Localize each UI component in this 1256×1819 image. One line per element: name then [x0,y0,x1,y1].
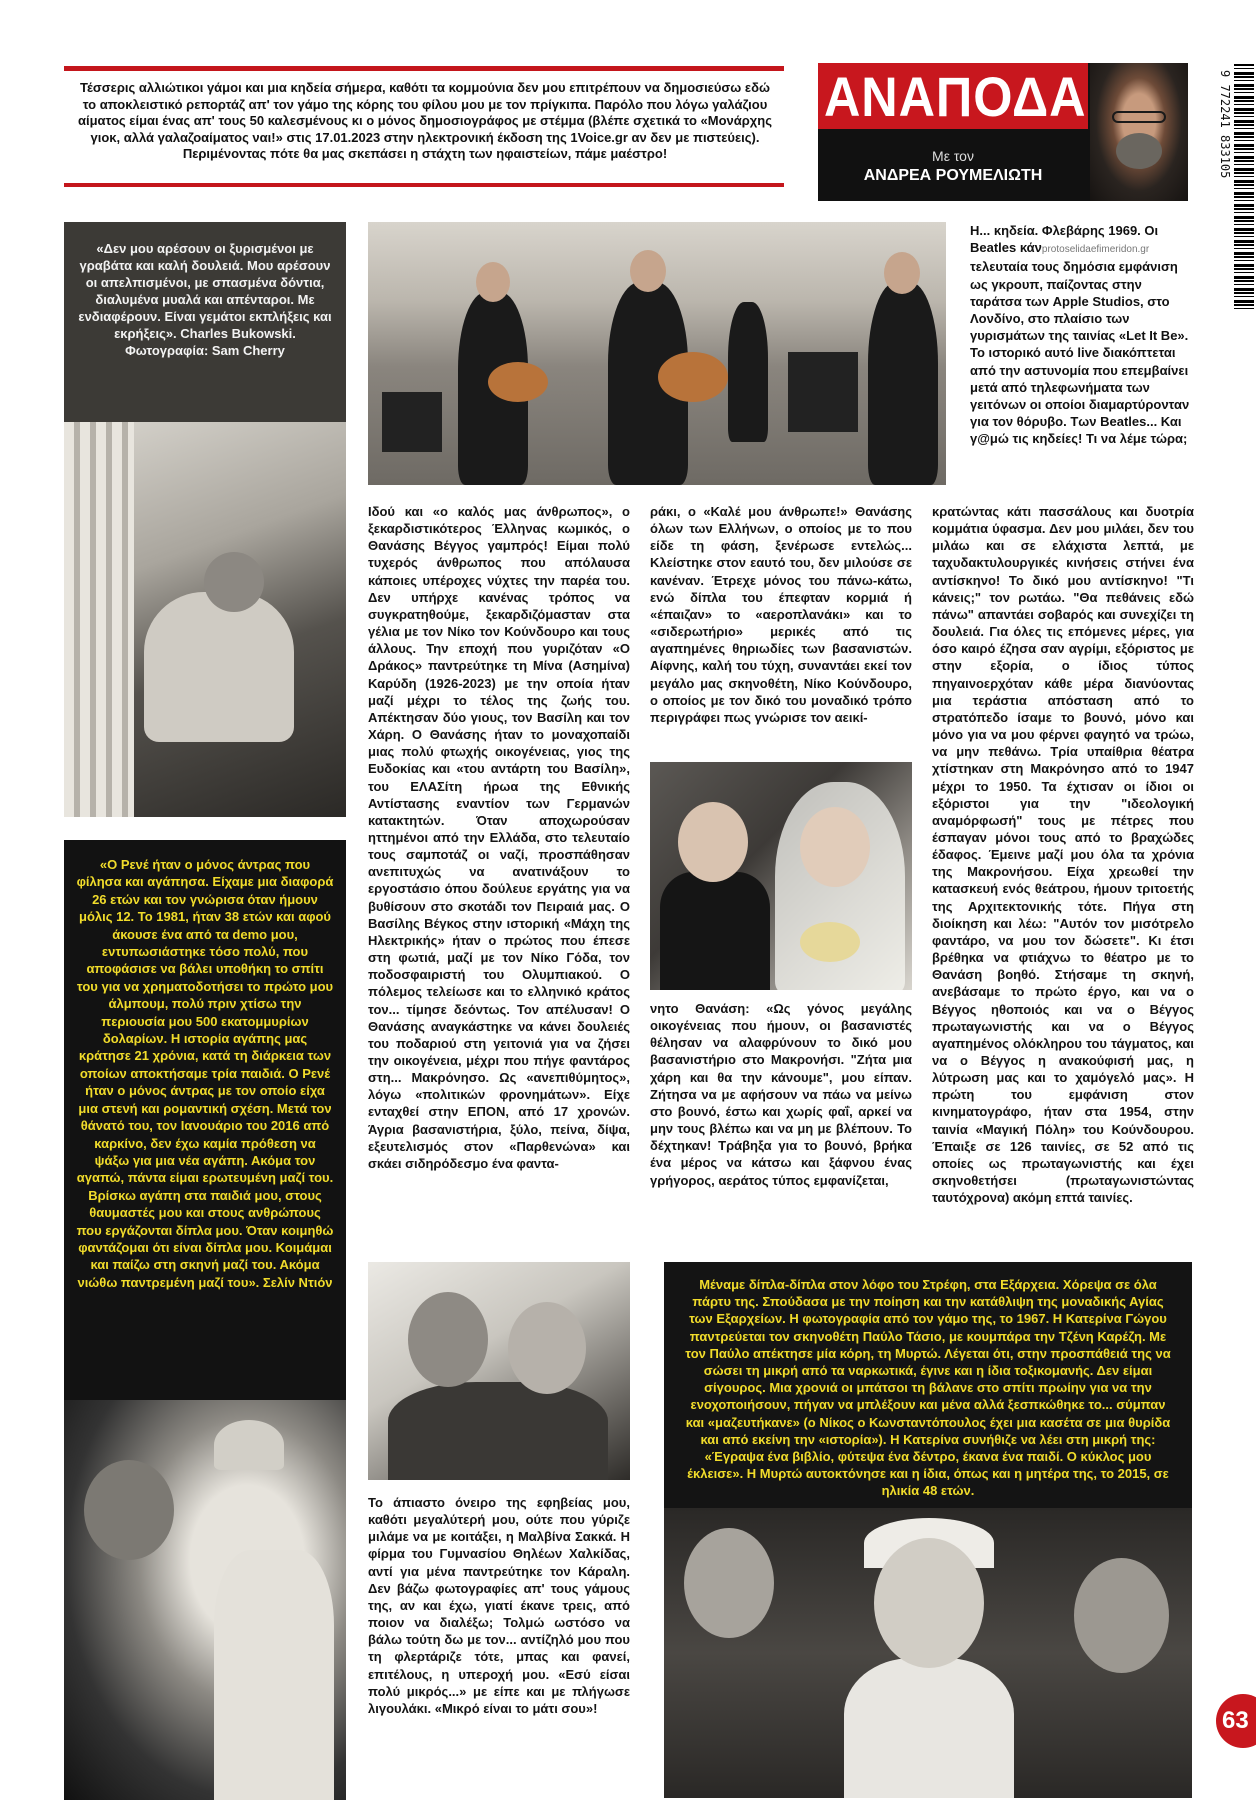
celine-quote: «Ο Ρενέ ήταν ο μόνος άντρας που φίλησα και αγάπησα. Είχαμε μια διαφορά 26 ετών και τον γνώρισα όταν ήμουν μόλις 12. Το 1981, ήταν 38 ετών και αφού άκουσε ένα από τα demo μου, εντυπωσιάστηκε τόσο πολύ, που αποφάσισε να βάλει υποθήκη το σπίτι του για να χρηματοδοτήσει το πρώτο μου άλμπουμ, πολύ πριν χτίσω την περιουσία μου 500 εκατομμυρίων δολαρίων. Η ιστορία αγάπης μας κράτησε 21 χρόνια, κατά τη διάρκεια των οποίων αποκτήσαμε τρία παιδιά. Ο Ρενέ ήταν ο μόνος άντρας με τον οποίο είχα μια στενή και ρομαντική σχέση. Μετά τον θάνατό του, τον Ιανουάριο του 2016 από καρκίνο, δεν έχω καμία πρόθεση να ψάξω για μια νέα αγάπη. Ακόμα τον αγαπώ, πάντα είμαι ερωτευμένη μαζί του. Βρίσκω αγάπη στα παιδιά μου, στους θαυμαστές μου και στους ανθρώπους που εργάζονται δίπλα μου. Όταν κοιμηθώ φαντάζομαι ότι είναι δίπλα μου. Κοιμάμαι και παίζω στη σκηνή μαζί του. Ακόμα νιώθω παντρεμένη μαζί του». Σελίν Ντιόν [76,857,334,1290]
article-column-2-bottom: νητο Θανάση: «Ως γόνος μεγάλης οικογένειας που ήμουν, οι βασανιστές θέλησαν να αλαφρύνουν το δικό μου βασανιστήριο στο Μακρονήσι. "Ζήτα μια χάρη και θα την κάνουμε", μου είπαν. Ζήτησα να με αφήσουν να πάω να μείνω στο βουνό, έστω και χωρίς φαΐ, αρκεί να μην τους βλέπω και να μη με βλέπουν. Το δέχτηκαν! Τράβηξα για το βουνό, βρήκα ένα μέρος να κάτσω και ξάφνου ένας γρήγορος, αεράτος τύπος εμφανίζεται, [650,1001,912,1188]
photo-groom [84,1460,174,1560]
photo-bouquet [800,922,860,962]
bukowski-quote-box [64,222,346,817]
portrait-glasses [1112,111,1166,123]
intro-paragraph: Τέσσερις αλλιώτικοι γάμοι και μια κηδεία σήμερα, καθότι τα κομμούνια δεν μου επιτρέπουν να δημοσιεύσω εδώ το αποκλειστικό ρεπορτάζ απ' τον γάμο της κόρης του φίλου μου με τον πρίγκιπα. Παρόλο που λόγω γαλάζιου αίματος είμαι ένας απ' τους 50 καλεσμένους κι ο μόνος δημοσιογράφος με στέμμα (βλέπε σχετικά το «Μονάρχης γιοκ, αλλά γαλαζοαίματος ναι!» στις 17.01.2023 στην ηλεκτρονική έκδοση της 1Voice.gr αν δεν με πιστεύεις). Περιμένοντας πότε θα μας σκεπάσει η στάχτη των ηφαιστείων, πάμε μαέστρο! [77,80,772,162]
photo-figure [868,282,938,485]
photo-head [204,552,264,612]
beatles-caption [970,222,1192,490]
bukowski-photo [64,422,346,817]
malvina-text: Το άπιαστο όνειρο της εφηβείας μου, καθότι μεγαλύτερή μου, ούτε που γύριζε μιλάμε να με κοιτάξει, η Μαλβίνα Σακκά. Η φίρμα του Γυμνασίου Θηλέων Χαλκίδας, αντί για μένα παντρεύτηκε τον Κάραλη. Δεν βάζω φωτογραφίες απ' τους γάμους της, αν και έχω, γιατί έκανε τρεις, από ποιον να διαλέξω; Τολμώ ωστόσο να βάλω τούτη δω με τον... αντίζηλό μου που τη φλερτάριζε τότε, μπας και φανεί, επιτέλους, η υπεροχή μου. «Εσύ είσαι πολύ μικρός...» με είπε και με πλήγωσε λιγουλάκι. «Μικρό είναι το μάτι σου»! [368,1495,630,1716]
article-column-2-top: ράκι, ο «Καλέ μου άνθρωπε!» Θανάσης όλων των Ελλήνων, ο οποίος με το που είδε τη φάση, ξενέρωσε εντελώς... Κλείστηκε στον εαυτό του, δεν μιλούσε σε κανέναν. Έτρεχε μόνος του πάνω-κάτω, ενώ δίπλα του έπεφταν κορμιά ή «έπαιζαν» το «αεροπλανάκι» και το «σιδερωτήριο» μερικές από τις αγαπημένες θηριωδίες των βασανιστών. Αίφνης, καλή του τύχη, συναντάει εκεί τον μεγάλο μας σκηνοθέτη, Νίκο Κούνδουρο, ο οποίος με τον δικό του μοναδικό τρόπο περιγράφει πως γνώρισε τον αεικί- [650,504,912,725]
photo-man [408,1292,488,1387]
photo-head [884,252,920,294]
article-column-3: κρατώντας κάτι πασσάλους και δυοτρία κομμάτια ύφασμα. Δεν μου μιλάει, δεν του μιλάω και σε ελάχιστα λεπτά, με ταχυδακτυλουργικές κινήσεις στήνει ένα αντίσκηνο! Το δικό μου αντίσκηνο! "Τι κάνεις;" τον ρωτάω. "Θα πεθάνεις εδώ πάνω" απαντάει σοβαρός και συνεχίζει τη δουλειά. Για όλες τις επόμενες μέρες, για όσο καιρό έζησα σαν αγρίμι, εξόριστος με στην εξορία, ο ίδιος τύπος πηγαινοερχόταν κάθε μέρα διανύοντας μια τεράστια απόσταση από το στρατόπεδο ίσαμε το βουνό, μόνο και μόνο για να μου φέρνει φαγητό να τρώω, να μην πεθάνω. Τρία υπαίθρια θέατρα χτίστηκαν στη Μακρόνησο από το 1947 μέχρι το 1950. Τα έχτισαν οι ίδιοι οι εξόριστοι για την "ιδεολογική αναμόρφωσή" τους με πέτρες που έσπαγαν μόνοι τους από το βραχώδες έδαφος. Έμεινε μαζί μου όλα τα χρόνια της Μακρονήσου. Είχα χρεωθεί την κατασκευή ενός θεάτρου, ήμουν τριτοετής της Αρχιτεκτονικής τότε. Πήγα στη διοίκηση και λέω: "Αυτόν τον μισότρελο φαντάρο, να μου τον δώσετε". Κι έτσι βρέθηκα να φτιάχνω το θέατρο με το Θανάση βοηθό. Στήσαμε τη σκηνή, ανεβάσαμε το πρώτο έργο, και να ο Βέγγος ηθοποιός και να ο Βέγγος πρωταγωνιστής και να ο Βέγγος αγαπημένος ολόκληρου του τάγματος, και να ο Βέγγος η ανακούφισή μας, η λύτρωση μας και το χαμόγελό μας». Η πρώτη του εμφάνιση στον κινηματογράφο, ήταν στα 1954, στην ταινία «Μαγική Πόλη» του Κούνδουρου. Έπαιξε σε 126 ταινίες, σε 52 από τις οποίες ως πρωταγωνιστής και έχει σκηνοθετήσει (πρωταγωνιστώντας ταυτόχρονα) ακόμη επτά ταινίες. [932,504,1194,1206]
photo-figure [728,302,768,442]
photo-person [684,1528,774,1638]
barcode [1234,64,1254,310]
page-number: 63 [1216,1694,1256,1748]
gogou-quote-box [664,1262,1192,1798]
author-portrait [1090,63,1188,201]
bukowski-quote: «Δεν μου αρέσουν οι ξυρισμένοι με γραβάτα και καλή δουλειά. Μου αρέσουν οι απελπισμένοι, με σπασμένα δόντια, διαλυμένα μυαλά και απένταροι. Με ενδιαφέρουν. Είναι γεμάτοι εκπλήξεις και εκρήξεις». Charles Bukowski. Φωτογραφία: Sam Cherry [78,241,332,358]
watermark: protoselidaefimeridon.gr [1041,244,1150,256]
photo-bride [800,807,870,887]
photo-head [476,262,510,302]
barcode-number: 9 772241 833105 [1218,70,1232,179]
photo-amp [788,352,858,432]
portrait-beard [1116,133,1162,169]
photo-curtain [64,422,134,817]
photo-bride-dress [214,1550,334,1800]
gogou-quote: Μέναμε δίπλα-δίπλα στον λόφο του Στρέφη, στα Εξάρχεια. Χόρεψα σε όλα πάρτυ της. Σπούδασα με την ποίηση και την κατάθλιψη της μοναδικής Αγίας των Εξαρχείων. Η φωτογραφία από τον γάμο της, το 1967. Η Κατερίνα Γώγου παντρεύεται τον σκηνοθέτη Παύλο Τάσιο, με κουμπάρα την Τζένη Καρέζη. Με τον Παύλο απέκτησε μία κόρη, τη Μυρτώ. Λέγεται ότι, στην προσπάθειά της να σώσει τη μικρή από τα ναρκωτικά, έγινε και η ίδια τοξικομανής. Δεν είμαι σίγουρος. Μια χρονιά οι μπάτσοι τη βάλανε στο σπίτι πρωίην για να την ενοχοποιήσουν, πήγαν να μπλέξουν και μένα αλλά ξεσπκώθηκε το... σύμπαν και «μαζευτήκανε» (ο Νίκος ο Κωνσταντόπουλος έχει μια κασέτα σε μια θυρίδα και από εκείνη την «ιστορία»). Η Κατερίνα συνήθιζε να λέει στη μικρή της: «Έγραψα ένα βιβλίο, φύτεψα ένα δέντρο, έκανα ένα παιδί. Ο κύκλος μου έκλεισε». Η Μυρτώ αυτοκτόνησε και η ίδια, όπως και η μητέρα της, το 2015, σε ηλικία 48 ετών. [685,1277,1171,1499]
photo-guitar [658,352,728,402]
author-name: ΑΝΔΡΕΑ ΡΟΥΜΕΛΙΩΤΗ [863,167,1043,184]
celine-wedding-photo [64,1400,346,1800]
photo-person [1074,1558,1169,1673]
vengos-wedding-photo [650,762,912,990]
header-rule-top [64,66,784,71]
article-column-1: Ιδού και «ο καλός μας άνθρωπος», ο ξεκαρδιστικότερος Έλληνας κωμικός, ο Θανάσης Βέγγος γαμπρός! Είμαι πολύ τυχερός άνθρωπος που απόλαυσα κάποιες υπέροχες νύχτες την παρέα του. Δεν υπήρχε κανένας τρόπος να συγκρατηθούμε, ξεκαρδιζόμασταν στα γέλια με τον Νίκο τον Κούνδουρο και τους άλλους. Την εποχή που γυριζόταν «Ο Δράκος» παντρεύτηκε τη Μίνα (Ασημίνα) Καρύδη (1926-2023) με την οποία ήταν μαζί μέχρι το τέλος της ζωής του. Απέκτησαν δύο γιους, τον Βασίλη και τον Χάρη. Ο Θανάσης ήταν το μοναχοπαίδι μιας πολύ φτωχής οικογένειας, γιος της Ευδοκίας και «του αντάρτη του Βασίλη», του ΕΛΑΣίτη ήρωα της Εθνικής Αντίστασης εναντίον των Γερμανών κατακτητών. Όταν αποχωρούσαν ηττημένοι από την Ελλάδα, στο τελευταίο τους σαμποτάζ οι ναζί, προσπάθησαν ανεπιτυχώς να ανατινάξουν το εργοστάσιο όπου δούλευε εργάτης για να βυθίσουν στο σκοτάδι τον Πειραιά μας. Ο Βασίλης Βέγκος στην ιστορική «Μάχη της Ηλεκτρικής» ήταν ο πρώτος που έπεσε στη φωτιά, μαζί με τον Νίκο Γόδα, τον ποδοσφαιριστή του Ολυμπιακού. Ο πόλεμος τελείωσε και το ελληνικό κράτος τον... τίμησε δεόντως. Τον απέλυσαν! Ο Θανάσης αναγκάστηκε να κάνει δουλειές του ποδαριού στη γειτονιά για να ζήσει την οικογένεια, μέχρι που πήγε φαντάρος στη... Μακρόνησο. Ως «ανεπιθύμητος», λόγω «πολιτικών φρονημάτων». Είχε ενταχθεί στην ΕΠΟΝ, από 17 χρονών. Άγρια βασανιστήρια, ξύλο, πείνα, δίψα, εξευτελισμός στον «Παρθενώνα» και σκάει σιδηρόδεσμο ένα φαντα- [368,504,630,1171]
malvina-couple-photo [368,1262,630,1480]
beatles-rooftop-photo [368,222,946,485]
photo-bride [874,1538,984,1668]
byline-label: Με τον [932,148,974,164]
photo-bride-crown [214,1420,284,1470]
header-rule-bottom [64,183,784,187]
photo-groom [678,802,748,882]
beatles-caption-text-rest: τελευταία τους δημόσια εμφάνιση ως γκρουπ, παίζοντας στην ταράτσα των Apple Studios, στο Λονδίνο, στο πλαίσιο των γυρισμάτων της ταινίας «Let It Be». Το ιστορικό αυτό live διακόπτεται από την αστυνομία που επεμβαίνει μετά από τηλεφωνήματα των γειτόνων οι οποίοι διαμαρτύρονταν για τον θόρυβο. Των Beatles... Και γ@μώ τις κηδείες! Τι να λέμε τώρα; [970,259,1190,447]
photo-head [630,250,666,292]
photo-bride-dress [844,1658,1014,1798]
photo-guitar [488,362,548,402]
column-masthead [818,63,1188,201]
photo-figure [144,592,294,742]
beatles-caption-text: Η... κηδεία. Φλεβάρης 1969. Οι Beatles κάν [970,223,1159,256]
photo-bodies [388,1382,608,1480]
photo-woman [508,1302,586,1394]
photo-amp [382,392,442,452]
gogou-wedding-photo [664,1508,1192,1798]
photo-groom-suit [660,872,770,990]
column-title: ΑΝΑΠΟΔΑ [824,65,1087,128]
celine-quote-box [64,840,346,1800]
